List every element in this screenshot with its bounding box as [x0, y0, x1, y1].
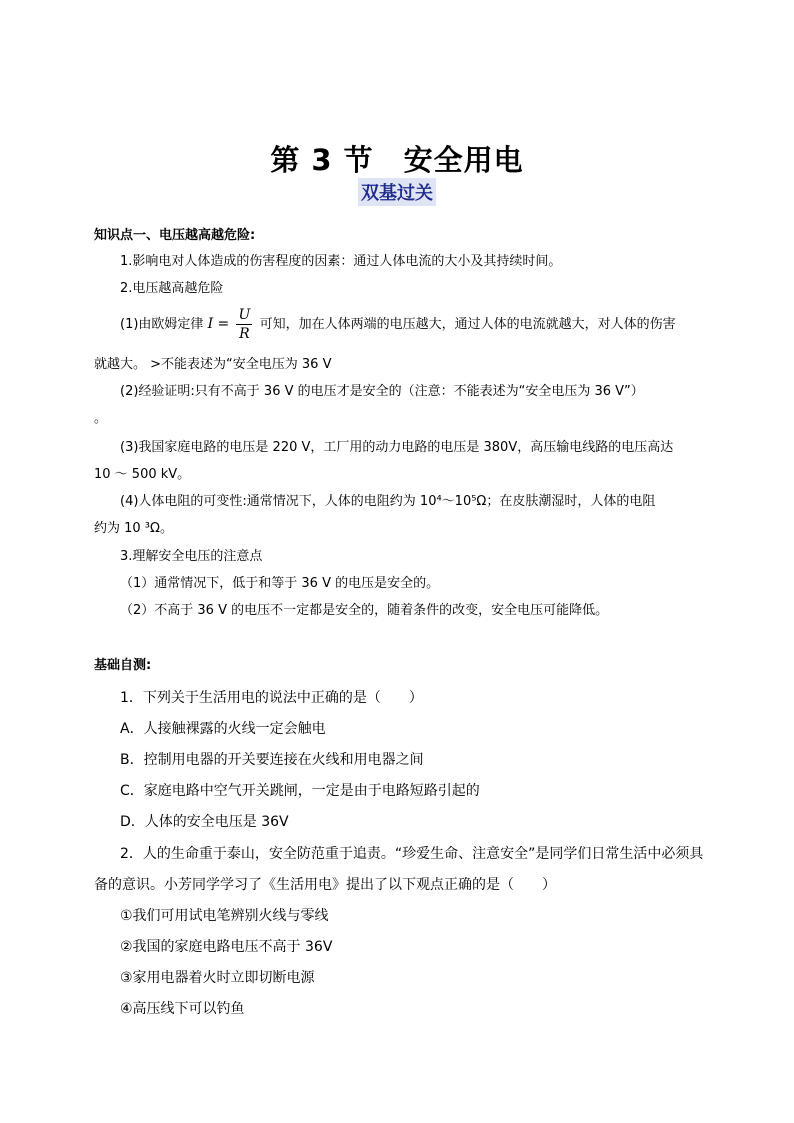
- formula-fraction: [236, 306, 252, 343]
- formula-current: I =: [207, 316, 230, 332]
- question-1-option-c: C．家庭电路中空气开关跳闸，一定是由于电路短路引起的: [120, 783, 480, 799]
- question-1-option-b: B．控制用电器的开关要连接在火线和用电器之间: [120, 752, 424, 768]
- knowledge-point-voltages-cont: 10 ～ 500 kV。: [94, 467, 191, 482]
- question-2-continuation: 备的意识。小芳同学学习了《生活用电》提出了以下观点正确的是（ ）: [94, 877, 556, 893]
- knowledge-heading: 知识点一、电压越高越危险:: [94, 228, 256, 243]
- page-subtitle: 双基过关: [358, 178, 436, 206]
- formula-numerator: U: [238, 307, 251, 323]
- question-1: 1．下列关于生活用电的说法中正确的是（ ）: [120, 690, 423, 706]
- knowledge-point-experience-cont: 。: [94, 411, 108, 426]
- ohm-law-line: [120, 300, 676, 349]
- self-test-heading: 基础自测:: [94, 658, 152, 673]
- question-2-statement-3: ③家用电器着火时立即切断电源: [120, 970, 315, 986]
- ohm-law-prefix: (1)由欧姆定律: [120, 317, 204, 332]
- question-2-statement-1: ①我们可用试电笔辨别火线与零线: [120, 908, 329, 924]
- formula-denominator: R: [239, 326, 250, 342]
- knowledge-point-voltages: (3)我国家庭电路的电压是 220 V，工厂用的动力电路的电压是 380V，高压输电线路的电压高达: [120, 440, 674, 455]
- knowledge-point-resistance: (4)人体电阻的可变性:通常情况下，人体的电阻约为 10⁴～10⁵Ω；在皮肤潮湿时，人体的电阻: [120, 494, 656, 509]
- question-1-option-d: D．人体的安全电压是 36V: [120, 814, 289, 830]
- knowledge-point-1: 1.影响电对人体造成的伤害程度的因素：通过人体电流的大小及其持续时间。: [120, 254, 562, 269]
- knowledge-point-experience: (2)经验证明:只有不高于 36 V 的电压才是安全的（注意：不能表述为“安全电压为 36 V”）: [120, 384, 644, 399]
- ohm-law-continuation: 就越大。 >不能表述为“安全电压为 36 V: [94, 357, 332, 372]
- page-title: 第 3 节 安全用电: [270, 143, 524, 177]
- ohm-law-suffix: 可知，加在人体两端的电压越大，通过人体的电流就越大，对人体的伤害: [259, 317, 676, 332]
- knowledge-note-1: （1）通常情况下，低于和等于 36 V 的电压是安全的。: [120, 576, 440, 591]
- knowledge-point-2: 2.电压越高越危险: [120, 281, 224, 296]
- knowledge-note-2: （2）不高于 36 V 的电压不一定都是安全的，随着条件的改变，安全电压可能降低。: [120, 603, 609, 618]
- question-2-statement-4: ④高压线下可以钓鱼: [120, 1001, 245, 1017]
- question-1-option-a: A．人接触裸露的火线一定会触电: [120, 721, 326, 737]
- knowledge-point-resistance-cont: 约为 10 ³Ω。: [94, 521, 173, 536]
- question-2-statement-2: ②我国的家庭电路电压不高于 36V: [120, 939, 333, 955]
- subtitle-container: [0, 178, 794, 206]
- question-2: 2．人的生命重于泰山，安全防范重于追责。“珍爱生命、注意安全”是同学们日常生活中必须具: [120, 846, 704, 862]
- knowledge-point-3: 3.理解安全电压的注意点: [120, 549, 263, 564]
